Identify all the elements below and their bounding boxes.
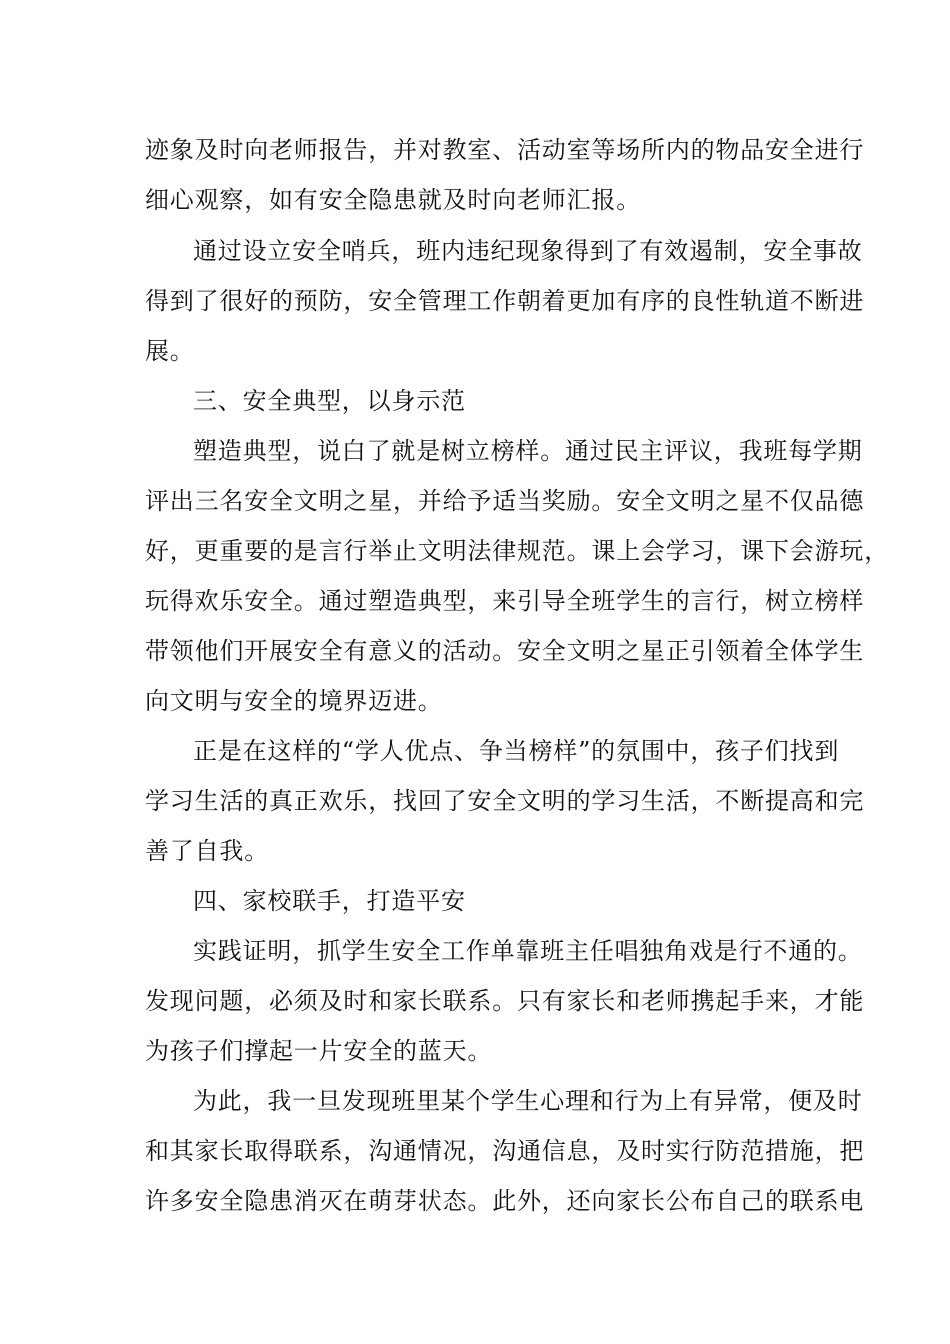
text-line: 学习生活的真正欢乐，找回了安全文明的学习生活，不断提高和完 bbox=[145, 787, 865, 815]
paragraph-first-line: 正是在这样的“学人优点、争当榜样”的氛围中，孩子们找到 bbox=[193, 737, 840, 765]
text-line: 善了自我。 bbox=[145, 837, 269, 865]
text-line: 评出三名安全文明之星，并给予适当奖励。安全文明之星不仅品德 bbox=[145, 487, 865, 515]
text-line: 展。 bbox=[145, 337, 195, 365]
text-line: 许多安全隐患消灭在萌芽状态。此外，还向家长公布自己的联系电 bbox=[145, 1187, 865, 1215]
paragraph-first-line: 实践证明，抓学生安全工作单靠班主任唱独角戏是行不通的。 bbox=[193, 937, 863, 965]
text-line: 和其家长取得联系，沟通情况，沟通信息，及时实行防范措施，把 bbox=[145, 1137, 865, 1165]
text-line: 好，更重要的是言行举止文明法律规范。课上会学习，课下会游玩， bbox=[145, 537, 889, 565]
text-line: 玩得欢乐安全。通过塑造典型，来引导全班学生的言行，树立榜样 bbox=[145, 587, 865, 615]
paragraph-first-line: 为此，我一旦发现班里某个学生心理和行为上有异常，便及时 bbox=[193, 1087, 863, 1115]
text-line: 迹象及时向老师报告，并对教室、活动室等场所内的物品安全进行 bbox=[145, 136, 865, 164]
text-line: 得到了很好的预防，安全管理工作朝着更加有序的良性轨道不断进 bbox=[145, 287, 865, 315]
text-line: 带领他们开展安全有意义的活动。安全文明之星正引领着全体学生 bbox=[145, 637, 865, 665]
section-heading-3: 三、安全典型，以身示范 bbox=[193, 387, 466, 415]
paragraph-first-line: 塑造典型，说白了就是树立榜样。通过民主评议，我班每学期 bbox=[193, 437, 863, 465]
text-line: 向文明与安全的境界迈进。 bbox=[145, 687, 443, 715]
text-line: 为孩子们撑起一片安全的蓝天。 bbox=[145, 1037, 493, 1065]
text-line: 发现问题，必须及时和家长联系。只有家长和老师携起手来，才能 bbox=[145, 987, 865, 1015]
paragraph-first-line: 通过设立安全哨兵，班内违纪现象得到了有效遏制，安全事故 bbox=[193, 237, 863, 265]
section-heading-4: 四、家校联手，打造平安 bbox=[193, 887, 466, 915]
text-line: 细心观察，如有安全隐患就及时向老师汇报。 bbox=[145, 186, 641, 214]
